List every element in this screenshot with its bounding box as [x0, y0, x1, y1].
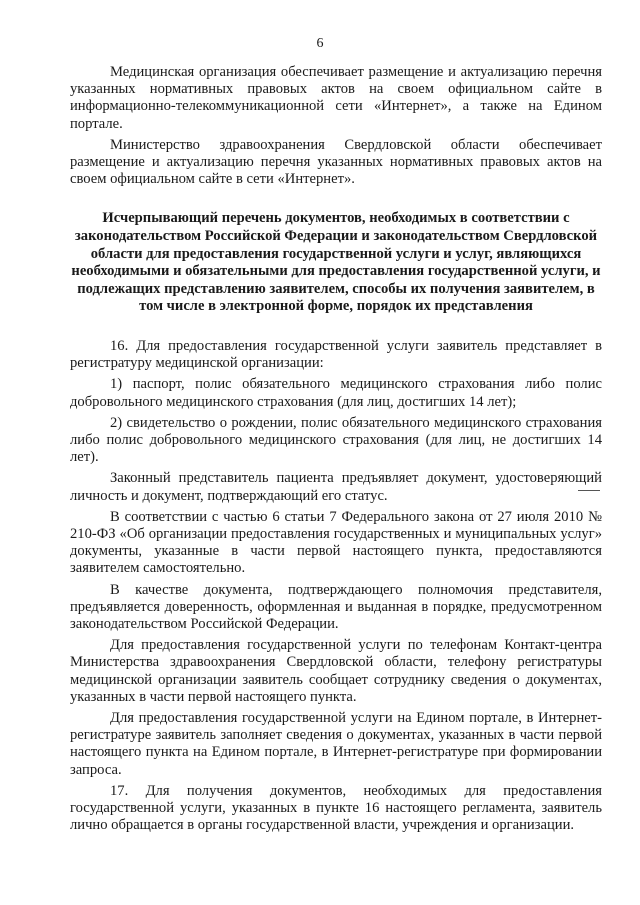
paragraph-ministry: Министерство здравоохранения Свердловской области обеспечивает размещение и актуализацию перечня указанных нормативных правовых актов на своем официальном сайте в сети «Интернет».	[70, 136, 602, 188]
margin-dash-mark	[578, 490, 600, 491]
paragraph-legal-representative: Законный представитель пациента предъявляет документ, удостоверяющий личность и документ, подтверждающий его статус.	[70, 470, 602, 504]
page-content	[70, 64, 602, 834]
section-heading: Исчерпывающий перечень документов, необходимых в соответствии с законодательством Российской Федерации и законодательством Свердловской области для предоставления государственной услуги и услуг, являющихся необходимыми и обязательными для предоставления государственной услуги, и подлежащих представлению заявителем, способы их получения заявителем, в том числе в электронной форме, порядок их представления	[71, 210, 601, 315]
paragraph-federal-law: В соответствии с частью 6 статьи 7 Федерального закона от 27 июля 2010 № 210-ФЗ «Об организации предоставления государственных и муниципальных услуг» документы, указанные в части первой настоящего пункта, предоставляются заявителем самостоятельно.	[70, 508, 602, 577]
paragraph-item-17: 17. Для получения документов, необходимых для предоставления государственной услуги, указанных в пункте 16 настоящего регламента, заявитель лично обращается в органы государственной власти, учреждения и организации.	[70, 782, 602, 834]
page-number: 6	[316, 36, 324, 51]
paragraph-single-portal: Для предоставления государственной услуги на Едином портале, в Интернет-регистратуре заявитель заполняет сведения о документах, указанных в части первой настоящего пункта на Едином портале, в Интернет-регистратуре при формировании запроса.	[70, 710, 602, 778]
paragraph-contact-center: Для предоставления государственной услуги по телефонам Контакт-центра Министерства здравоохранения Свердловской области, телефону регистратуры медицинской организации заявитель сообщает сотруднику сведения о документах, указанных в части первой настоящего пункта.	[70, 637, 602, 705]
paragraph-medical-organization: Медицинская организация обеспечивает размещение и актуализацию перечня указанных нормативных правовых актов на своем официальном сайте в информационно-телекоммуникационной сети «Интернет», а также на Едином портале.	[70, 64, 602, 132]
paragraph-power-of-attorney: В качестве документа, подтверждающего полномочия представителя, предъявляется доверенность, оформленная и выданная в порядке, предусмотренном законодательством Российской Федерации.	[70, 581, 602, 633]
paragraph-list-item-1: 1) паспорт, полис обязательного медицинского страхования либо полис добровольного медицинского страхования (для лиц, достигших 14 лет);	[70, 376, 602, 410]
paragraph-item-16: 16. Для предоставления государственной услуги заявитель представляет в регистратуру медицинской организации:	[70, 337, 602, 372]
paragraph-list-item-2: 2) свидетельство о рождении, полис обязательного медицинского страхования либо полис добровольного медицинского страхования (для лиц, не достигших 14 лет).	[70, 414, 602, 466]
